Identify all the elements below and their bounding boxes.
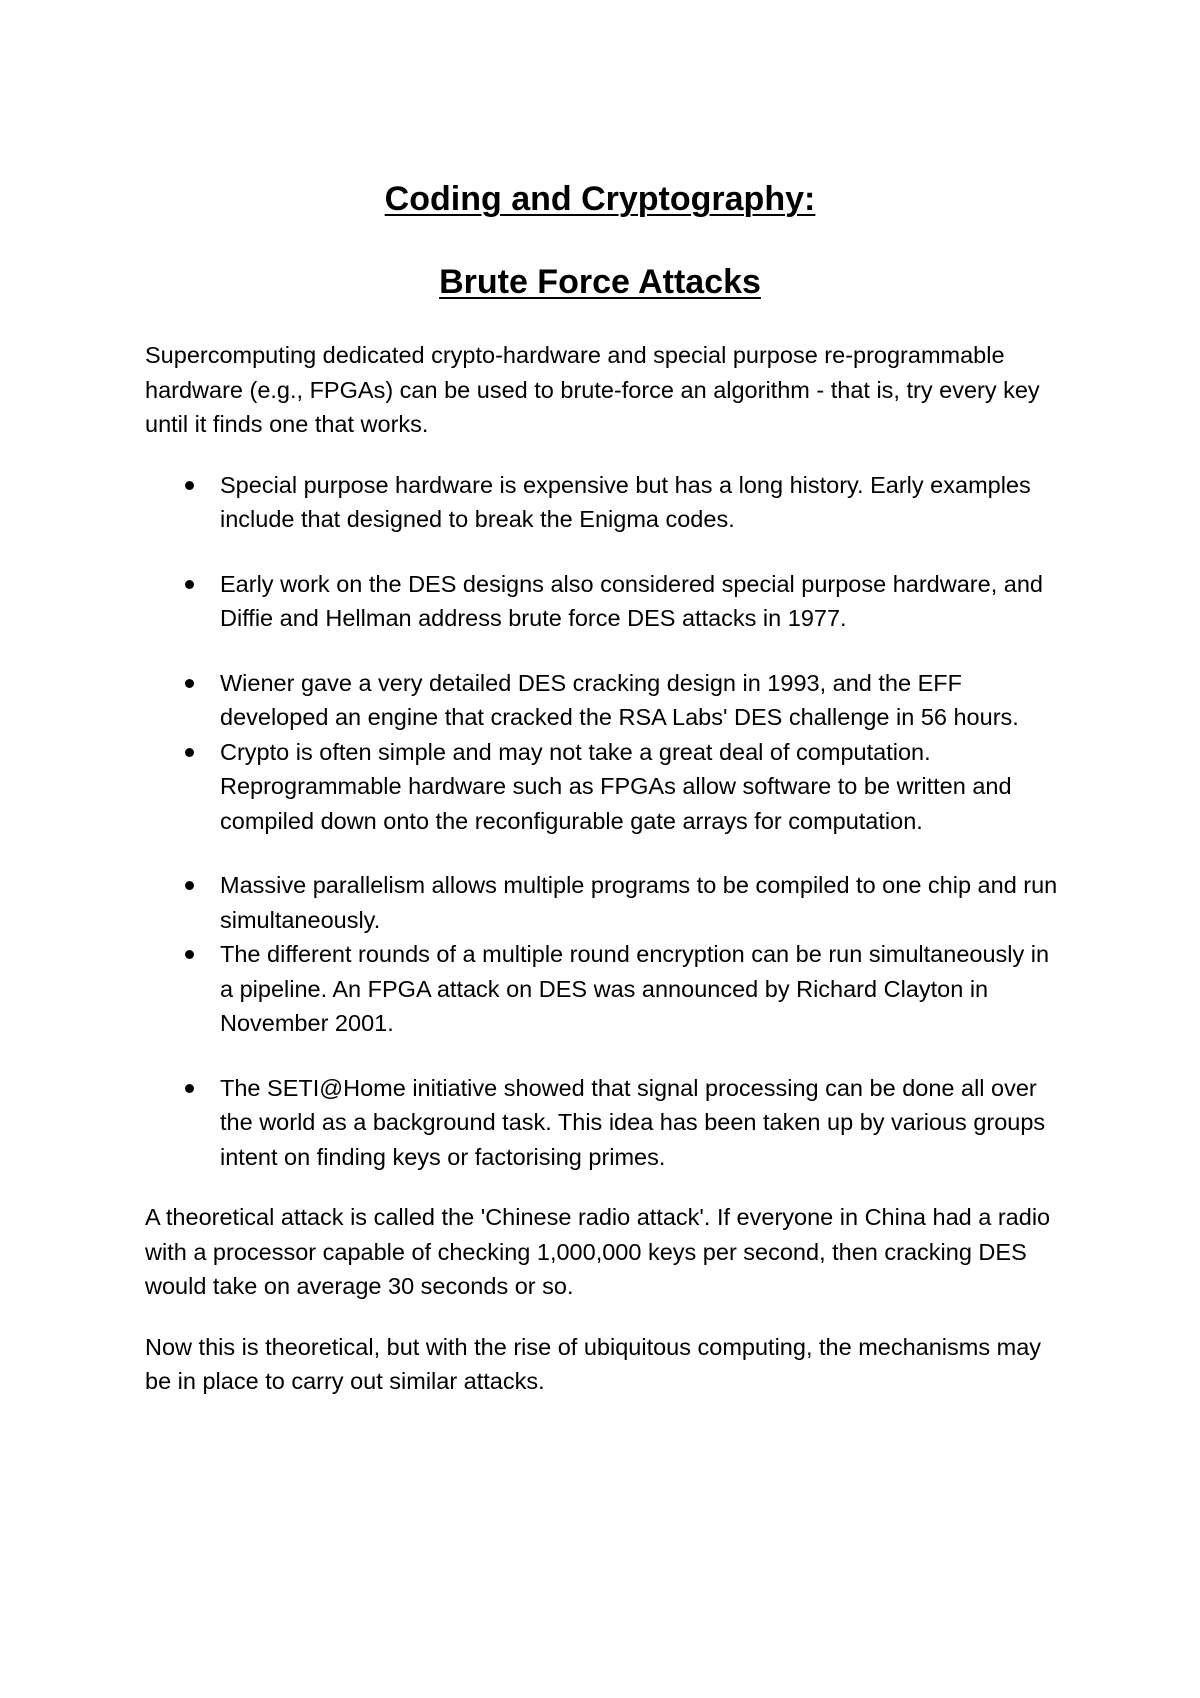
chinese-radio-paragraph: A theoretical attack is called the 'Chinese radio attack'. If everyone in China had a radio with a processor capable of checking 1,000,000 keys per second, then cracking DES would take on average 30 seconds or so. <box>145 1204 1051 1299</box>
list-item <box>145 666 1065 735</box>
bullet-list <box>145 468 1065 1175</box>
list-item-text: The SETI@Home initiative showed that signal processing can be done all over the world as a background task. This idea has been taken up by various groups intent on finding keys or factorising primes. <box>220 1074 1046 1170</box>
bullet-icon <box>185 881 194 890</box>
list-item <box>145 1071 1065 1175</box>
bullet-icon <box>185 1084 194 1093</box>
list-item <box>145 937 1065 1041</box>
list-item-text: The different rounds of a multiple round encryption can be run simultaneously in a pipeline. An FPGA attack on DES was announced by Richard Clayton in November 2001. <box>220 941 1050 1036</box>
document-subtitle: Brute Force Attacks <box>439 263 761 301</box>
bullet-icon <box>185 679 194 688</box>
bullet-icon <box>185 580 194 589</box>
bullet-icon <box>185 748 194 757</box>
list-item-text: Wiener gave a very detailed DES cracking design in 1993, and the EFF developed an engine that cracked the RSA Labs' DES challenge in 56 hours. <box>220 669 1019 730</box>
list-item-text: Massive parallelism allows multiple programs to be compiled to one chip and run simultaneously. <box>220 872 1058 933</box>
list-item-text: Early work on the DES designs also considered special purpose hardware, and Diffie and Hellman address brute force DES attacks in 1977. <box>220 570 1043 631</box>
closing-paragraph: Now this is theoretical, but with the rise of ubiquitous computing, the mechanisms may be in place to carry out similar attacks. <box>145 1333 1042 1394</box>
list-item-text: Crypto is often simple and may not take a great deal of computation. Reprogrammable hardware such as FPGAs allow software to be written and compiled down onto the reconfigurable gate arrays for computation. <box>220 738 1012 834</box>
list-item <box>145 468 1065 537</box>
bullet-icon <box>185 481 194 490</box>
document-body <box>145 338 1065 1399</box>
document-title: Coding and Cryptography: <box>384 180 816 218</box>
list-item <box>145 567 1065 636</box>
list-item-text: Special purpose hardware is expensive but has a long history. Early examples include that designed to break the Enigma codes. <box>220 471 1031 532</box>
list-item <box>145 735 1065 839</box>
intro-paragraph: Supercomputing dedicated crypto-hardware and special purpose re-programmable hardware (e.g., FPGAs) can be used to brute-force an algorithm - that is, try every key until it finds one that works. <box>145 342 1040 437</box>
list-item <box>145 868 1065 937</box>
bullet-icon <box>185 950 194 959</box>
